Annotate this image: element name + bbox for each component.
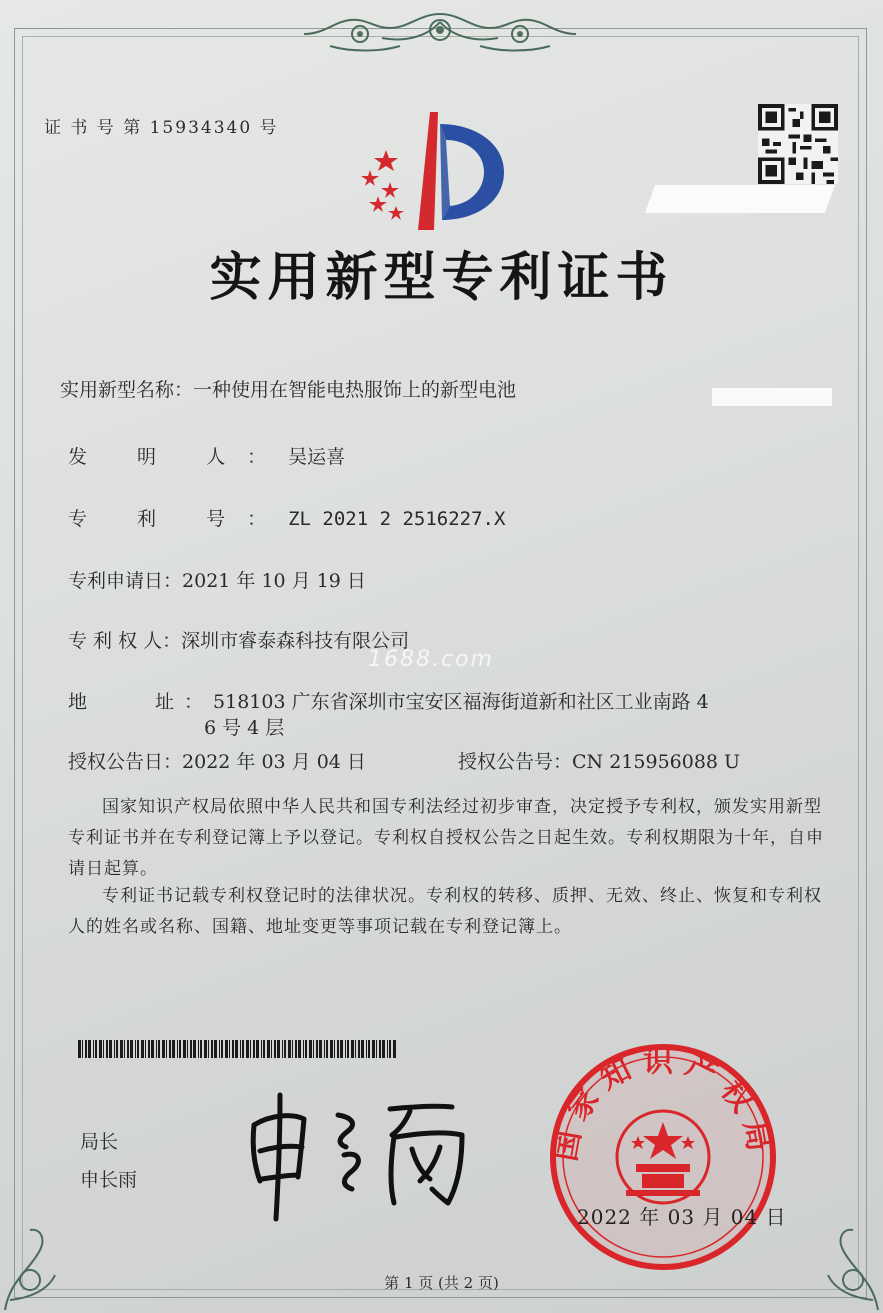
seal-text: 国家知识产权局 xyxy=(548,1044,778,1164)
grant-number-row xyxy=(458,747,740,774)
commissioner-title: 局长 xyxy=(80,1131,119,1153)
patent-number-row xyxy=(68,504,505,531)
page-indicator: 第 1 页 (共 2 页) xyxy=(384,1274,499,1292)
bottom-left-ornament xyxy=(0,1220,60,1313)
barcode-icon xyxy=(78,1040,398,1058)
certificate-number: 证 书 号 第 15934340 号 xyxy=(44,118,279,138)
inventor-value: 吴运喜 xyxy=(288,446,346,468)
grant-date-label: 授权公告日： xyxy=(68,751,183,773)
grant-number-label: 授权公告号： xyxy=(458,751,573,773)
watermark: 1688.com xyxy=(368,647,494,672)
bottom-right-ornament xyxy=(823,1220,883,1313)
patentee-value: 深圳市睿泰森科技有限公司 xyxy=(181,630,410,652)
commissioner-signature xyxy=(240,1085,490,1225)
grant-date-value: 2022 年 03 月 04 日 xyxy=(182,751,366,773)
grant-statement-paragraph: 国家知识产权局依照中华人民共和国专利法经过初步审查，决定授予专利权，颁发实用新型专利证书并在专利登记簿上予以登记。专利权自授权公告之日起生效。专利权期限为十年，自申请日起算。 xyxy=(68,797,824,879)
qr-code-icon xyxy=(758,103,838,185)
utility-model-name-label: 实用新型名称： xyxy=(60,379,194,401)
patentee-label: 专 利 权 人： xyxy=(68,630,182,652)
utility-model-name-value: 一种使用在智能电热服饰上的新型电池 xyxy=(193,379,517,401)
inventor-row xyxy=(68,442,345,469)
address-row xyxy=(68,687,709,714)
seal-date: 2022 年 03 月 04 日 xyxy=(577,1205,787,1229)
address-line-2: 6 号 4 层 xyxy=(204,717,285,739)
patentee-row xyxy=(68,626,409,653)
filing-date-row xyxy=(68,566,366,593)
light-reflection xyxy=(712,388,832,406)
address-label: 地 址： xyxy=(68,691,214,713)
top-ornament xyxy=(290,8,590,56)
address-line-1: 518103 广东省深圳市宝安区福海街道新和社区工业南路 4 xyxy=(213,691,709,713)
inventor-label: 发 明 人： xyxy=(68,446,289,468)
utility-model-name-row xyxy=(60,375,516,402)
patent-number-label: 专 利 号： xyxy=(68,508,289,530)
patent-number-value: ZL 2021 2 2516227.X xyxy=(288,508,506,530)
light-reflection xyxy=(645,185,835,213)
certificate-title: 实用新型专利证书 xyxy=(209,248,674,308)
official-seal xyxy=(546,1040,780,1274)
commissioner-name: 申长雨 xyxy=(80,1169,138,1191)
filing-date-label: 专利申请日： xyxy=(68,570,183,592)
patent-office-logo-icon xyxy=(358,110,518,230)
grant-number-value: CN 215956088 U xyxy=(572,751,741,773)
grant-date-row xyxy=(68,747,366,774)
filing-date-value: 2021 年 10 月 19 日 xyxy=(182,570,366,592)
legal-status-paragraph: 专利证书记载专利权登记时的法律状况。专利权的转移、质押、无效、终止、恢复和专利权人的姓名或名称、国籍、地址变更等事项记载在专利登记簿上。 xyxy=(68,886,822,937)
